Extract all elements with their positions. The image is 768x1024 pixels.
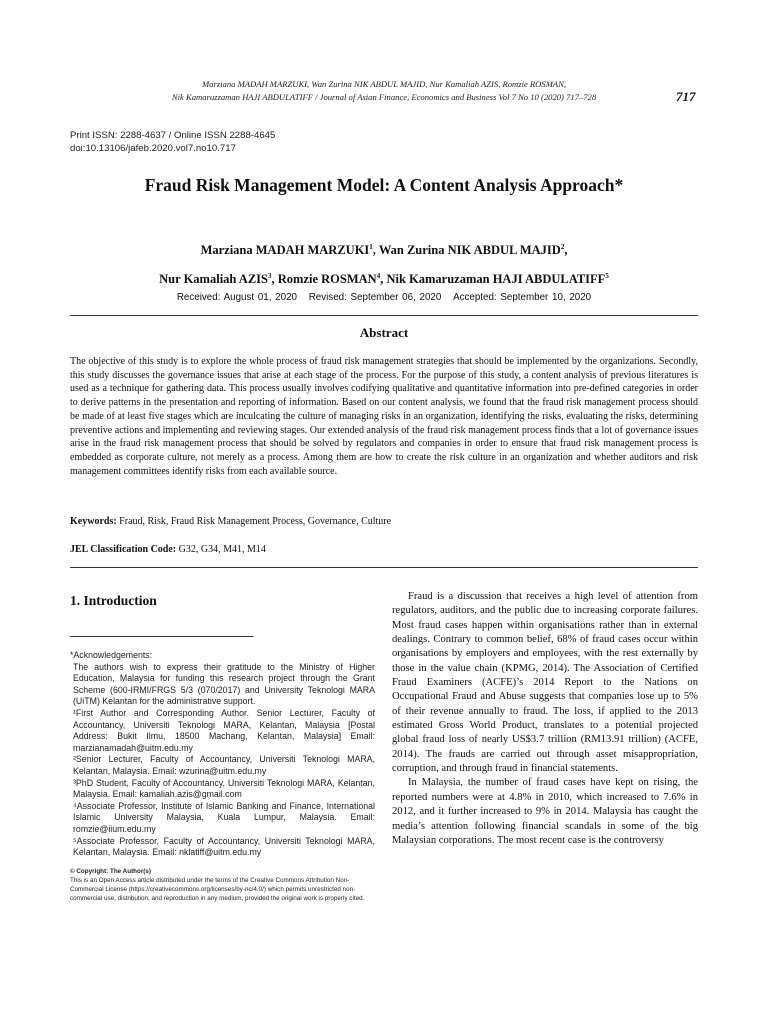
page-number: 717 — [676, 89, 696, 104]
author-list — [70, 234, 698, 292]
issn-block — [70, 129, 275, 155]
jel-classification — [70, 544, 698, 555]
section-heading-introduction: 1. Introduction — [70, 593, 157, 608]
footnote-3: ³PhD Student, Faculty of Accountancy, Universiti Teknologi MARA, Kelantan, Malaysia. Email: kamaliah.azis@gmail.com — [73, 777, 375, 800]
author-separator: , — [271, 272, 278, 287]
author-name: Wan Zurina NIK ABDUL MAJID — [378, 243, 561, 258]
author-name: Nur Kamaliah AZIS — [159, 272, 268, 287]
footnotes — [70, 650, 375, 859]
abstract-body: The objective of this study is to explore the whole process of fraud risk management strategies that should be implemented by the organizations. Secondly, this study discusses the governance issues that arise at each stage of the process. For the purpose of this study, a content analysis of previous literatures is used as a technique for gathering data. This process usually involves codifying qualitative and quantitative information into pre-defined categories in order to derive patterns in the presentation and reporting of information. Based on our content analysis, we found that the fraud risk management process should be made of at least five stages which are inculcating the culture of managing risks in an organization, identifying the risks, evaluating the risks, determining preventive actions and implementing and reviewing stages. Our extended analysis of the fraud risk management process finds that a lot of governance issues arise in the fraud risk management process that should be solved by regulators and companies in order to ensure that fraud risk management process is embedded as corporate culture, not merely as a process. Among them are how to create the risk culture in an organization and whether auditors and risk management committees identify risks from each available source. — [70, 356, 698, 477]
received-date: Received: August 01, 2020 — [176, 292, 297, 303]
keywords-label: Keywords: — [70, 516, 117, 527]
introduction-text — [392, 590, 698, 848]
running-head-line-1: Marziana MADAH MARZUKI, Wan Zurina NIK ABDUL MAJID, Nur Kamaliah AZIS, Romzie ROSMAN, — [202, 79, 566, 89]
author-separator: , — [380, 272, 387, 287]
acknowledgements-body: The authors wish to express their gratitude to the Ministry of Higher Education, Malaysia for funding this research project through the Grant Scheme (600-IRMI/FRGS 5/3 (070/2017) and University Teknologi MARA (UiTM) Kelantan for the administrative support. — [73, 661, 375, 707]
author-separator: , — [564, 243, 568, 258]
accepted-date: Accepted: September 10, 2020 — [453, 292, 592, 303]
abstract-bottom-rule — [70, 567, 698, 568]
author-affiliation-mark: 1 — [369, 243, 373, 251]
article-title: Fraud Risk Management Model: A Content Analysis Approach* — [144, 175, 624, 195]
issn-line: Print ISSN: 2288-4637 / Online ISSN 2288-4645 — [70, 130, 276, 141]
author-affiliation-mark: 4 — [376, 272, 381, 281]
footnote-4: ⁴Associate Professor, Institute of Islamic Banking and Finance, International Islamic University Malaysia, Kuala Lumpur, Malaysia. Email: romzie@iium.edu.my — [73, 800, 375, 834]
keywords — [70, 516, 698, 527]
author-affiliation-mark: 2 — [560, 243, 565, 251]
footnote-1: ¹First Author and Corresponding Author. Senior Lecturer, Faculty of Accountancy, Universiti Teknologi MARA, Kelantan, Malaysia [Postal Address: Bukit Ilmu, 18500 Machang, Kelantan, Malaysia] Email: marzianamadah@uitm.edu.my — [73, 707, 375, 753]
author-affiliation-mark: 3 — [267, 272, 272, 281]
footnote-5: ⁵Associate Professor, Faculty of Accountancy, Universiti Teknologi MARA, Kelantan, Malaysia. Email: nklatiff@uitm.edu.my — [73, 835, 375, 858]
keywords-value: Fraud, Risk, Fraud Risk Management Process, Governance, Culture — [116, 516, 392, 527]
paragraph: In Malaysia, the number of fraud cases have kept on rising, the reported numbers were at 4.8% in 2010, which increased to 7.6% in 2012, and it further increased to 9% in 2014. Malaysia has caught the media’s attention following financial scandals in some of the big Malaysian corporations. The most recent case is the controversy — [392, 777, 698, 846]
paragraph: Fraud is a discussion that receives a high level of attention from regulators, auditors, and the public due to increasing corporate failures. Most fraud cases happen within organisations rather than in external dealings. Contrary to common belief, 68% of fraud cases occur within organisations by employers and employees, with the rest externally by those in the value chain (KPMG, 2014). The Association of Certified Fraud Examiners (ACFE)’s 2014 Report to the Nations on Occupational Fraud and Abuse suggests that companies lose up to 5% of their revenue annually to fraud. The loss, if applied to the 2013 estimated Gross World Product, translates to a potential projected global fraud loss of nearly US$3.7 trillion (RM13.91 trillion) (ACFE, 2014). The frauds are carried out through asset misappropriation, corruption, and through fraud in financial statements. — [392, 591, 698, 775]
author-name: Romzie ROSMAN — [277, 272, 377, 287]
submission-dates — [70, 292, 698, 303]
footnote-rule — [70, 636, 253, 637]
jel-value: G32, G34, M41, M14 — [176, 544, 266, 555]
author-line-1 — [70, 234, 698, 263]
author-name: Nik Kamaruzaman HAJI ABDULATIFF — [386, 272, 606, 287]
running-head-line-2: Nik Kamaruzzaman HAJI ABDULATIFF / Journal of Asian Finance, Economics and Business Vol 7 No 10 (2020) 717–728 — [171, 92, 597, 102]
abstract-heading: Abstract — [359, 325, 409, 340]
abstract-top-rule — [70, 315, 698, 316]
acknowledgements-title: *Acknowledgements: — [70, 650, 153, 660]
copyright-body: This is an Open Access article distributed under the terms of the Creative Commons Attribution Non-Commercial License (https://creativecommons.org/licenses/by-nc/4.0/) which permits unrestricted non-commercial use, distribution, and reproduction in any medium, provided the original work is properly cited. — [70, 876, 365, 902]
copyright-title: © Copyright: The Author(s) — [70, 868, 152, 875]
footnote-2: ²Senior Lecturer, Faculty of Accountancy, Universiti Teknologi MARA, Kelantan, Malaysia. Email: wzurina@uitm.edu.my — [73, 754, 375, 776]
author-separator: , — [372, 243, 379, 258]
jel-label: JEL Classification Code: — [70, 544, 177, 555]
doi-line: doi:10.13106/jafeb.2020.vol7.no10.717 — [70, 143, 236, 154]
revised-date: Revised: September 06, 2020 — [308, 292, 442, 303]
author-line-2 — [70, 263, 698, 292]
copyright-notice — [70, 868, 375, 904]
author-affiliation-mark: 5 — [605, 272, 609, 281]
running-head — [70, 78, 698, 104]
author-name: Marziana MADAH MARZUKI — [200, 243, 370, 258]
